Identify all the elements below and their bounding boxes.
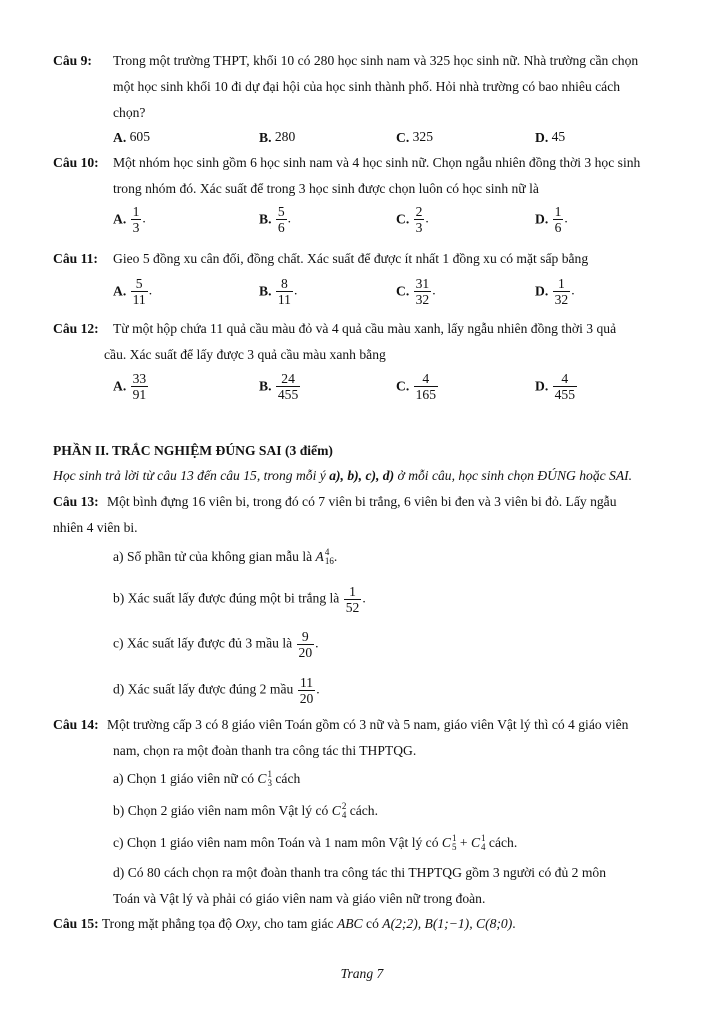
question-13-line1: Một bình đựng 16 viên bi, trong đó có 7 viên bi trắng, 6 viên bi đen và 3 viên bi đỏ. Lấy ngẫu (107, 494, 617, 509)
fraction: $\frac{9}{20}$ (298, 629, 313, 660)
q14-item-d-line2: Toán và Vật lý và phải có giáo viên nam và giáo viên nữ trong đoàn. (113, 891, 486, 906)
q12-option-d: D. $\frac{4}{455}$ (535, 371, 576, 402)
q11-option-c: C. $\frac{31}{32}$ . (396, 276, 436, 307)
part2-title: PHẦN II. TRẮC NGHIỆM ĐÚNG SAI (3 điểm) (53, 443, 333, 458)
q10-option-a: A. $\frac{1}{3}$ . (113, 204, 146, 235)
q12-option-a: A. $\frac{33}{91}$ (113, 371, 147, 402)
question-10-label: Câu 10: (53, 155, 99, 170)
fraction: $\frac{4}{455}$ (554, 371, 576, 402)
q9-option-b: B. 280 (259, 129, 296, 145)
q12-option-b: B. $\frac{24}{455}$ (259, 371, 299, 402)
q13-item-b: b) Xác suất lấy được đúng một bi trắng là $\frac{1}{52}$ . (113, 584, 366, 615)
question-11 (53, 250, 98, 268)
q10-option-b: B. $\frac{5}{6}$ . (259, 204, 292, 235)
q14-item-b: b) Chọn 2 giáo viên nam môn Vật lý có C 2 4 cách. (113, 801, 379, 820)
q13-item-a: a) Số phần tử của không gian mẫu là A 4 16 . (113, 547, 338, 566)
fraction: $\frac{11}{20}$ (299, 675, 314, 706)
question-14-line1: Một trường cấp 3 có 8 giáo viên Toán gồm có 3 nữ và 5 nam, giáo viên Vật lý thì có 4 giáo viên (107, 717, 629, 732)
question-10-line2: trong nhóm đó. Xác suất để trong 3 học sinh được chọn luôn có học sinh nữ là (113, 181, 539, 196)
question-9-line3: chọn? (113, 105, 146, 120)
q11-option-d: D. $\frac{1}{32}$ . (535, 276, 575, 307)
q9-option-c: C. 325 (396, 129, 434, 145)
q14-item-a: a) Chọn 1 giáo viên nữ có C 1 3 cách (113, 769, 301, 788)
question-10 (53, 154, 99, 172)
q13-item-d: d) Xác suất lấy được đúng 2 mầu $\frac{11}{20}$ . (113, 675, 320, 706)
question-12 (53, 320, 99, 338)
fraction: $\frac{1}{32}$ (554, 276, 569, 307)
question-9 (53, 52, 92, 70)
fraction: $\frac{1}{3}$ (132, 204, 140, 235)
question-9-label: Câu 9: (53, 53, 92, 68)
question-12-line2: cầu. Xác suất để lấy được 3 quả cầu màu xanh bằng (104, 347, 386, 362)
question-13 (53, 493, 99, 511)
fraction: $\frac{4}{165}$ (415, 371, 437, 402)
page-footer: Trang 7 (340, 966, 384, 981)
fraction: $\frac{5}{6}$ (277, 204, 285, 235)
question-15: Câu 15: Trong mặt phẳng tọa độ Oxy, cho tam giác ABC có A(2;2), B(1;−1), C(8;0). (53, 916, 516, 931)
question-14 (53, 716, 99, 734)
fraction: $\frac{33}{91}$ (132, 371, 147, 402)
q11-option-a: A. $\frac{5}{11}$ . (113, 276, 153, 307)
fraction: $\frac{31}{32}$ (415, 276, 430, 307)
q10-option-d: D. $\frac{1}{6}$ . (535, 204, 568, 235)
question-13-label: Câu 13: (53, 494, 99, 509)
question-15-label: Câu 15: (53, 916, 99, 931)
question-13-line2: nhiên 4 viên bi. (53, 520, 138, 535)
question-11-line1: Gieo 5 đồng xu cân đối, đồng chất. Xác suất để được ít nhất 1 đồng xu có mặt sấp bằng (113, 251, 589, 266)
question-9-line2: một học sinh khối 10 đi dự đại hội của học sinh thành phố. Hỏi nhà trường có bao nhiêu cách (113, 79, 621, 94)
fraction: $\frac{5}{11}$ (132, 276, 146, 307)
q14-item-c: c) Chọn 1 giáo viên nam môn Toán và 1 nam môn Vật lý có C 1 5 + C 1 4 cách. (113, 833, 518, 852)
question-12-line1: Từ một hộp chứa 11 quả cầu màu đỏ và 4 quả cầu màu xanh, lấy ngẫu nhiên đồng thời 3 quả (113, 321, 617, 336)
fraction: $\frac{24}{455}$ (277, 371, 299, 402)
question-9-line1: Trong một trường THPT, khối 10 có 280 học sinh nam và 325 học sinh nữ. Nhà trường cần chọn (113, 53, 639, 68)
q11-option-b: B. $\frac{8}{11}$ . (259, 276, 298, 307)
q12-option-c: C. $\frac{4}{165}$ (396, 371, 437, 402)
question-10-line1: Một nhóm học sinh gồm 6 học sinh nam và 4 học sinh nữ. Chọn ngẫu nhiên đồng thời 3 học sinh (113, 155, 641, 170)
q14-item-d-line1: d) Có 80 cách chọn ra một đoàn thanh tra công tác thi THPTQG gồm 3 người có đủ 2 môn (113, 865, 607, 880)
q13-item-c: c) Xác suất lấy được đủ 3 mầu là $\frac{9}{20}$ . (113, 629, 319, 660)
q10-option-c: C. $\frac{2}{3}$ . (396, 204, 429, 235)
fraction: $\frac{8}{11}$ (277, 276, 291, 307)
q9-option-a: A. 605 (113, 129, 151, 145)
fraction: $\frac{1}{6}$ (554, 204, 562, 235)
part2-instructions: Học sinh trả lời từ câu 13 đến câu 15, trong mỗi ý a), b), c), d) ở mỗi câu, học sinh chọn ĐÚNG hoặc SAI. (53, 468, 633, 483)
fraction: $\frac{2}{3}$ (415, 204, 423, 235)
question-12-label: Câu 12: (53, 321, 99, 336)
q9-option-d: D. 45 (535, 129, 566, 145)
question-11-label: Câu 11: (53, 251, 98, 266)
fraction: $\frac{1}{52}$ (345, 584, 360, 615)
question-14-line2: nam, chọn ra một đoàn thanh tra công tác thi THPTQG. (113, 743, 417, 758)
question-14-label: Câu 14: (53, 717, 99, 732)
